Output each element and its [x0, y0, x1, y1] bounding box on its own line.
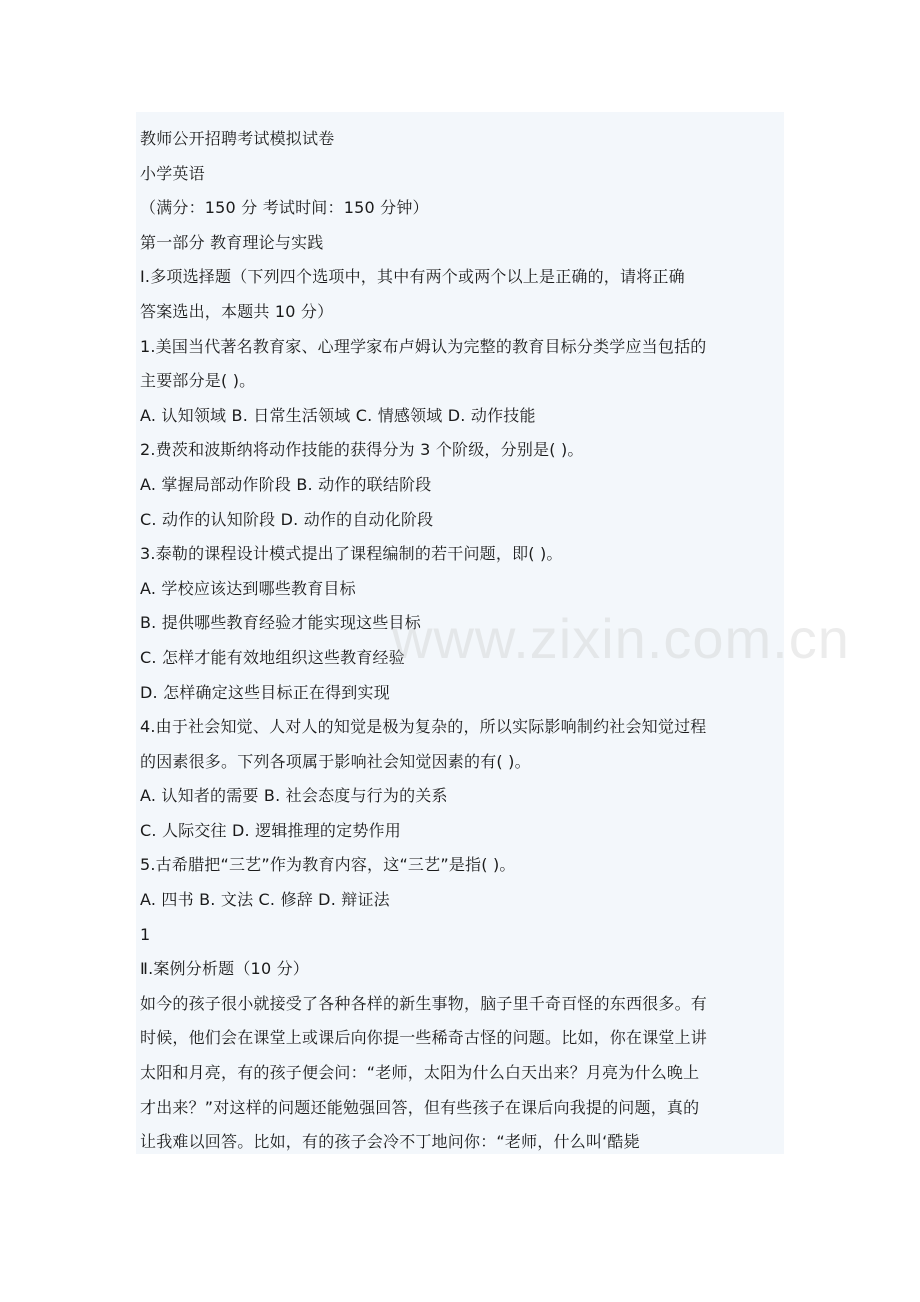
part-one-heading: 第一部分 教育理论与实践 — [140, 232, 324, 252]
section2-heading: Ⅱ.案例分析题（10 分） — [140, 959, 310, 979]
document-page — [136, 112, 784, 1154]
exam-subject: 小学英语 — [140, 163, 205, 183]
question-2-options-cd: C. 动作的认知阶段 D. 动作的自动化阶段 — [140, 509, 434, 529]
question-5-options: A. 四书 B. 文法 C. 修辞 D. 辩证法 — [140, 890, 390, 910]
question-2-line1: 2.费茨和波斯纳将动作技能的获得分为 3 个阶级，分别是( )。 — [140, 440, 584, 460]
question-1-options: A. 认知领域 B. 日常生活领域 C. 情感领域 D. 动作技能 — [140, 405, 536, 425]
exam-title: 教师公开招聘考试模拟试卷 — [140, 129, 335, 148]
site-watermark: www.zixin.com.cn — [392, 607, 850, 670]
document-content — [136, 112, 784, 1154]
question-3-option-d: D. 怎样确定这些目标正在得到实现 — [140, 682, 390, 702]
question-3-option-b: B. 提供哪些教育经验才能实现这些目标 — [140, 613, 421, 633]
page-number: 1 — [140, 924, 151, 944]
question-3-option-c: C. 怎样才能有效地组织这些教育经验 — [140, 647, 405, 667]
question-4-line2: 的因素很多。下列各项属于影响社会知觉因素的有( )。 — [140, 751, 531, 771]
case-paragraph-line3: 太阳和月亮，有的孩子便会问：“老师，太阳为什么白天出来？月亮为什么晚上 — [140, 1063, 700, 1083]
question-4-line1: 4.由于社会知觉、人对人的知觉是极为复杂的，所以实际影响制约社会知觉过程 — [140, 717, 707, 737]
question-4-options-ab: A. 认知者的需要 B. 社会态度与行为的关系 — [140, 786, 448, 806]
case-paragraph-line5: 让我难以回答。比如，有的孩子会冷不丁地问你：“老师，什么叫‘酷毙 — [140, 1132, 640, 1152]
question-5-line1: 5.古希腊把“三艺”作为教育内容，这“三艺”是指( )。 — [140, 855, 516, 875]
section1-heading-line1: Ⅰ.多项选择题（下列四个选项中，其中有两个或两个以上是正确的，请将正确 — [140, 267, 685, 287]
case-paragraph-line2: 时候，他们会在课堂上或课后向你提一些稀奇古怪的问题。比如，你在课堂上讲 — [140, 1028, 708, 1048]
section1-heading-line2: 答案选出，本题共 10 分） — [140, 301, 334, 321]
case-paragraph-line4: 才出来？”对这样的问题还能勉强回答，但有些孩子在课后向我提的问题，真的 — [140, 1097, 700, 1117]
question-3-line1: 3.泰勒的课程设计模式提出了课程编制的若干问题，即( )。 — [140, 544, 563, 564]
question-3-option-a: A. 学校应该达到哪些教育目标 — [140, 578, 356, 598]
case-paragraph-line1: 如今的孩子很小就接受了各种各样的新生事物，脑子里千奇百怪的东西很多。有 — [140, 993, 708, 1013]
question-4-options-cd: C. 人际交往 D. 逻辑推理的定势作用 — [140, 820, 401, 840]
question-1-line1: 1.美国当代著名教育家、心理学家布卢姆认为完整的教育目标分类学应当包括的 — [140, 336, 707, 356]
question-1-line2: 主要部分是( )。 — [140, 371, 256, 391]
question-2-options-ab: A. 掌握局部动作阶段 B. 动作的联结阶段 — [140, 474, 432, 494]
score-and-time: （满分：150 分 考试时间：150 分钟） — [140, 198, 429, 218]
